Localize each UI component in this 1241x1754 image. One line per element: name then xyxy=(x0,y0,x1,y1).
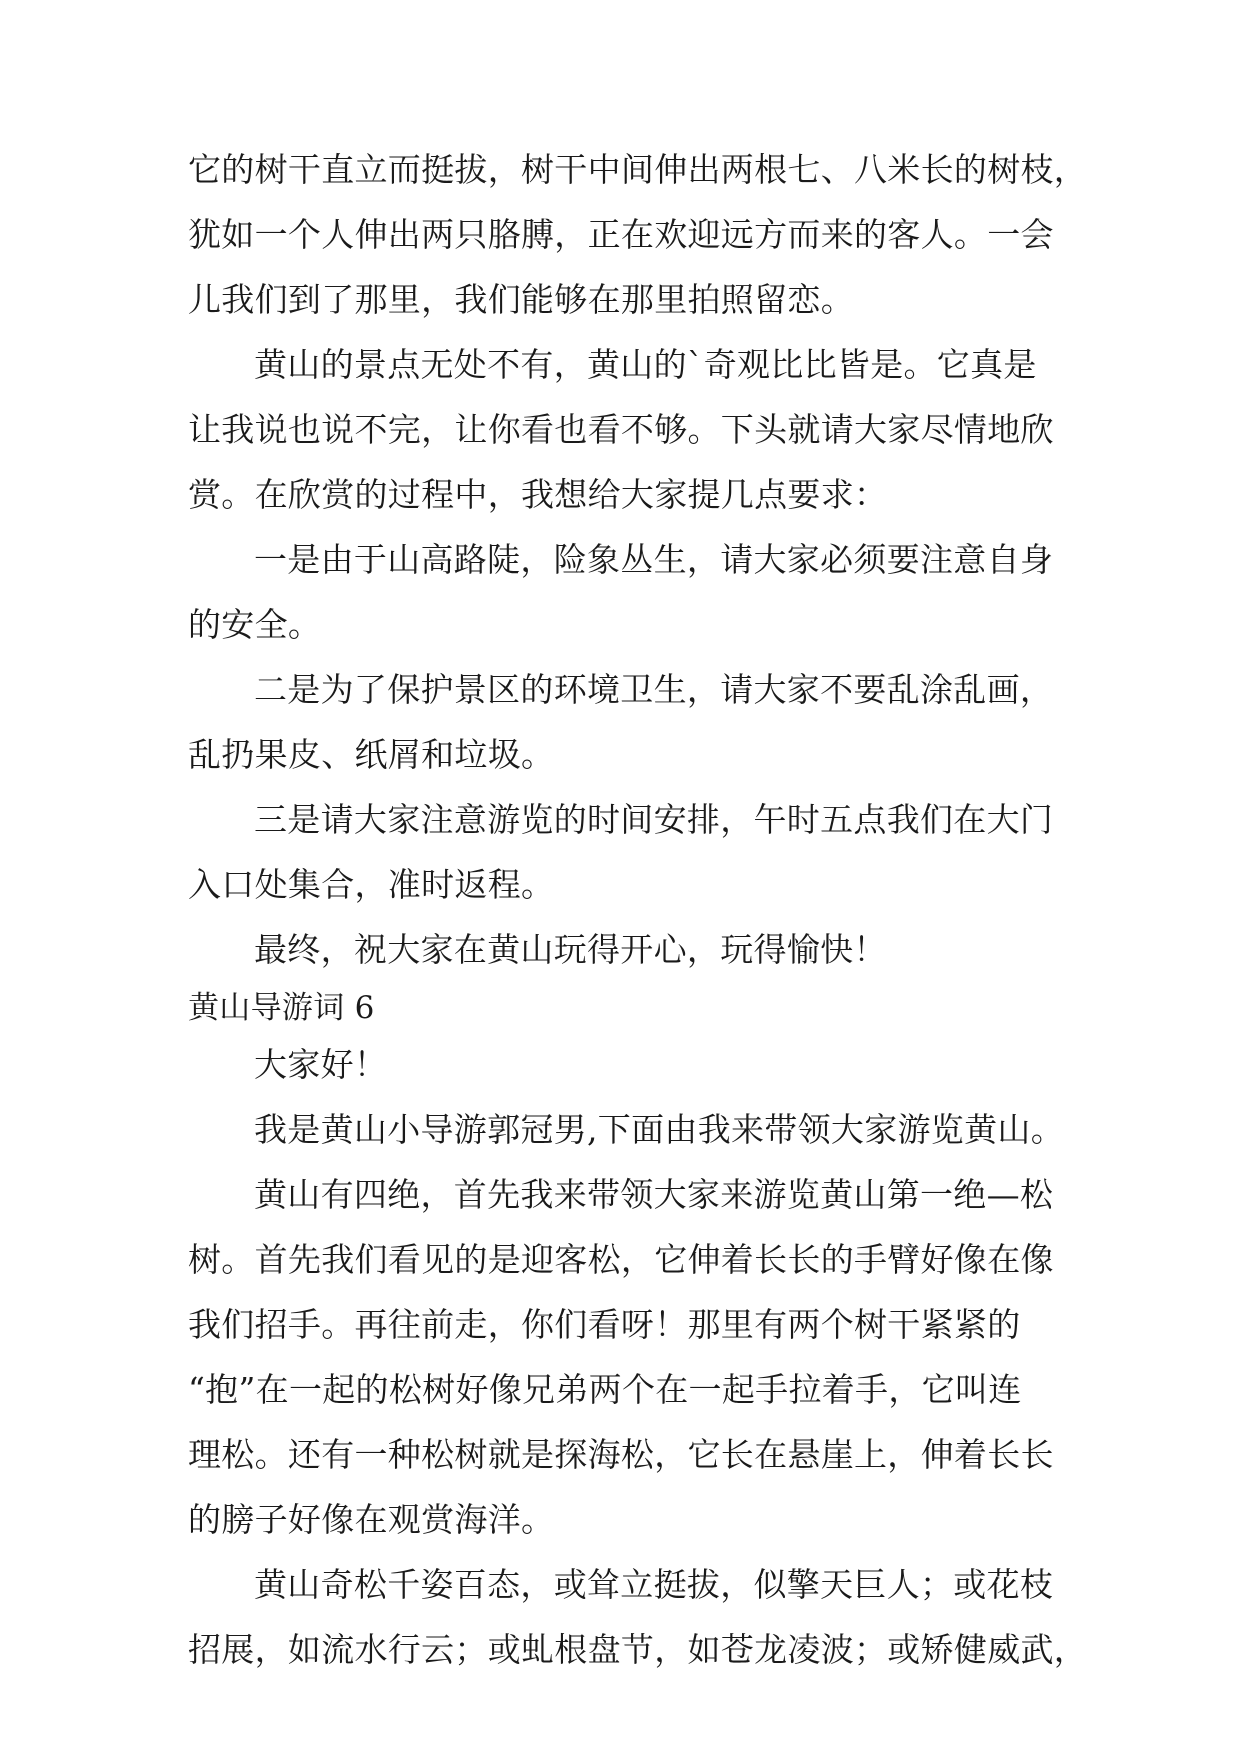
text-line: 我是黄山小导游郭冠男,下面由我来带领大家游览黄山。 xyxy=(254,1110,1064,1149)
text-line: 一是由于山高路陡，险象丛生，请大家必须要注意自身 xyxy=(254,540,1054,579)
section-heading: 黄山导游词 6 xyxy=(188,990,375,1026)
text-line: 黄山有四绝，首先我来带领大家来游览黄山第一绝—松 xyxy=(254,1175,1054,1214)
text-line: 的安全。 xyxy=(188,605,322,644)
text-line: 它的树干直立而挺拔，树干中间伸出两根七、八米长的树枝， xyxy=(188,150,1088,189)
text-line: 招展，如流水行云；或虬根盘节，如苍龙凌波；或矫健威武， xyxy=(188,1630,1088,1669)
text-line: 儿我们到了那里，我们能够在那里拍照留恋。 xyxy=(188,280,854,319)
text-line: 黄山的景点无处不有，黄山的`奇观比比皆是。它真是 xyxy=(254,345,1037,384)
text-line: 理松。还有一种松树就是探海松，它长在悬崖上，伸着长长 xyxy=(188,1435,1054,1474)
text-line: 三是请大家注意游览的时间安排，午时五点我们在大门 xyxy=(254,800,1054,839)
text-line: 犹如一个人伸出两只胳膊，正在欢迎远方而来的客人。一会 xyxy=(188,215,1054,254)
text-line: 乱扔果皮、纸屑和垃圾。 xyxy=(188,735,555,774)
text-line: 赏。在欣赏的过程中，我想给大家提几点要求： xyxy=(188,475,888,514)
text-line: 入口处集合，准时返程。 xyxy=(188,865,555,904)
text-line: 大家好！ xyxy=(254,1045,388,1084)
text-line: 我们招手。再往前走，你们看呀！那里有两个树干紧紧的 xyxy=(188,1305,1021,1344)
text-line: “抱”在一起的松树好像兄弟两个在一起手拉着手，它叫连 xyxy=(188,1370,1022,1409)
text-line: 最终，祝大家在黄山玩得开心，玩得愉快！ xyxy=(254,930,887,969)
text-line: 二是为了保护景区的环境卫生，请大家不要乱涂乱画， xyxy=(254,670,1054,709)
text-line: 的膀子好像在观赏海洋。 xyxy=(188,1500,555,1539)
text-line: 黄山奇松千姿百态，或耸立挺拔，似擎天巨人；或花枝 xyxy=(254,1565,1054,1604)
text-line: 树。首先我们看见的是迎客松，它伸着长长的手臂好像在像 xyxy=(188,1240,1054,1279)
text-line: 让我说也说不完，让你看也看不够。下头就请大家尽情地欣 xyxy=(188,410,1054,449)
